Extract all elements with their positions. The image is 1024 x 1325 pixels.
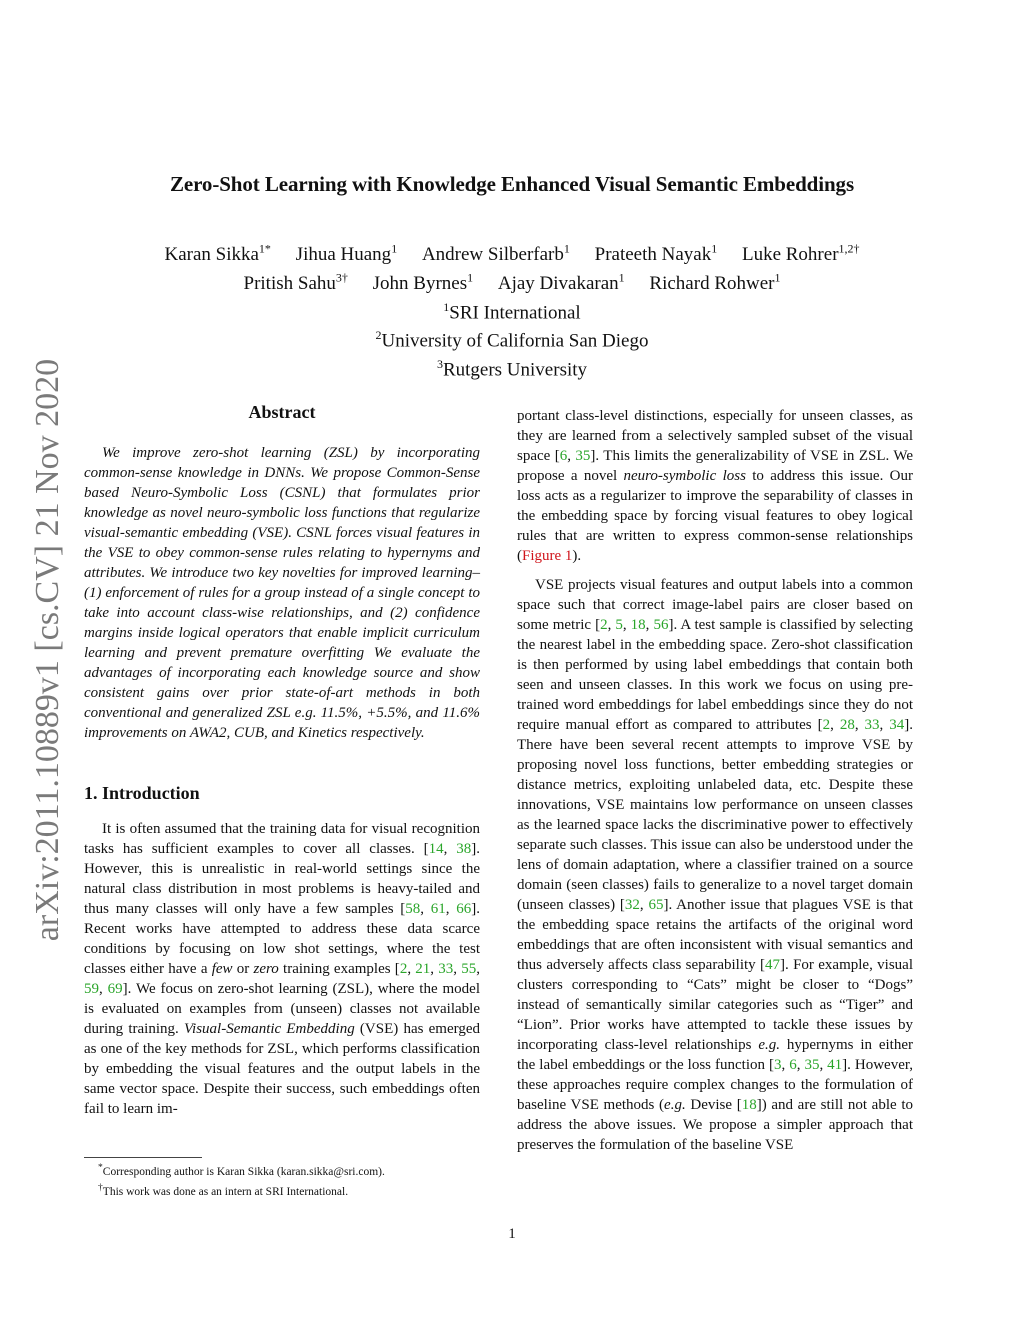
footnotes xyxy=(84,1157,480,1200)
citation-link[interactable]: 28 xyxy=(839,717,855,733)
authors-line-2 xyxy=(0,267,1024,296)
citation-link[interactable]: 65 xyxy=(648,897,664,913)
page-number: 1 xyxy=(508,1226,516,1242)
citation-link[interactable]: 32 xyxy=(624,897,640,913)
citation-link[interactable]: 56 xyxy=(653,617,669,633)
citation-link[interactable]: 6 xyxy=(789,1057,797,1073)
citation-link[interactable]: 21 xyxy=(415,961,431,977)
citation-link[interactable]: 35 xyxy=(804,1057,820,1073)
citation-link[interactable]: 58 xyxy=(405,901,421,917)
citation-link[interactable]: 69 xyxy=(107,981,123,997)
citation-link[interactable]: 66 xyxy=(456,901,472,917)
citation-link[interactable]: 18 xyxy=(630,617,646,633)
citation-link[interactable]: 41 xyxy=(827,1057,843,1073)
footnote-rule xyxy=(84,1157,202,1158)
citation-link[interactable]: 5 xyxy=(615,617,623,633)
citation-link[interactable]: 55 xyxy=(461,961,477,977)
affiliation: $^1$SRI International xyxy=(443,299,581,323)
arxiv-identifier: arXiv:2011.10889v1 [cs.CV] 21 Nov 2020 xyxy=(29,358,66,942)
author: John Byrnes$^1$ xyxy=(372,270,474,295)
author: Andrew Silberfarb$^1$ xyxy=(421,242,570,266)
citation-link[interactable]: 33 xyxy=(438,961,454,977)
citation-link[interactable]: 47 xyxy=(765,957,780,973)
citation-link[interactable]: 38 xyxy=(456,841,472,857)
author: Jihua Huang$^1$ xyxy=(295,242,398,266)
author: Richard Rohwer$^1$ xyxy=(649,270,781,295)
right-column xyxy=(517,406,913,1155)
footnote: †This work was done as an intern at SRI International. xyxy=(98,1181,349,1198)
abstract-heading: Abstract xyxy=(248,402,316,422)
figure-link[interactable]: Figure 1 xyxy=(522,548,573,564)
citation-link[interactable]: 35 xyxy=(575,448,591,464)
author: Prateeth Nayak$^1$ xyxy=(594,242,718,266)
affiliation: $^2$University of California San Diego xyxy=(375,328,649,352)
citation-link[interactable]: 59 xyxy=(84,981,99,997)
citation-link[interactable]: 2 xyxy=(600,617,608,633)
citation-link[interactable]: 61 xyxy=(430,901,446,917)
citation-link[interactable]: 18 xyxy=(741,1097,757,1113)
body-paragraph: portant class-level distinctions, especially for unseen classes, as they are learned from a selectively sampled subset of the visual space [6, 35]. This limits the generalizability of VSE in ZSL. We propose a novel neuro-symbolic loss to address this issue. Our loss acts as a regularizer to improve the separability of classes in the embedding space by forcing visual features to obey logical rules that are written to express common-sense relationships (Figure 1). xyxy=(517,408,914,564)
intro-heading: 1. Introduction xyxy=(84,783,200,803)
intro-paragraph: It is often assumed that the training data for visual recognition tasks has sufficient examples to cover all classes. [14, 38]. However, this is unrealistic in real-world settings since the natural class distribution in most problems is heavy-tailed and thus many classes will only have a few samples [58, 61, 66]. Recent works have attempted to address these data scarce conditions by focusing on low shot settings, where the test classes either have a few or zero training examples [2, 21, 33, 55, 59, 69]. We focus on zero-shot learning (ZSL), where the model is evaluated on examples from (unseen) classes not available during training. Visual-Semantic Embedding (VSE) has emerged as one of the key methods for ZSL, which performs classification by embedding the visual features and the output labels in the same vector space. Despite their success, such embeddings often fail to learn im- xyxy=(84,821,481,1117)
citation-link[interactable]: 2 xyxy=(399,961,408,977)
left-column xyxy=(84,402,480,1119)
citation-link[interactable]: 3 xyxy=(773,1057,782,1073)
citation-link[interactable]: 33 xyxy=(864,717,880,733)
citation-link[interactable]: 34 xyxy=(889,717,905,733)
abstract-text: We improve zero-shot learning (ZSL) by incorporating common-sense knowledge in DNNs. We propose Common-Sense based Neuro-Symbolic Loss (CSNL) that formulates prior knowledge as novel neuro-symbolic loss functions that regularize visual-semantic embedding (VSE). CSNL forces visual features in the VSE to obey common-sense rules relating to hypernyms and attributes. We introduce two key novelties for improved learning– (1) enforcement of rules for a group instead of a single concept to take into account class-wise relationships, and (2) confidence margins inside logical operators that enable implicit curriculum learning and prevent premature overfitting We evaluate the advantages of incorporating each knowledge source and show consistent gains over prior state-of-art methods in both conventional and generalized ZSL e.g. 11.5%, +5.5%, and 11.6% improvements on AWA2, CUB, and Kinetics respectively. xyxy=(84,445,480,741)
affiliation: $^3$Rutgers University xyxy=(436,357,588,381)
citation-link[interactable]: 14 xyxy=(428,841,444,857)
footnote: *Corresponding author is Karan Sikka (karan.sikka@sri.com). xyxy=(98,1162,385,1178)
author: Ajay Divakaran$^1$ xyxy=(497,270,625,295)
author: Karan Sikka$^{1*}$ xyxy=(164,242,271,266)
author: Pritish Sahu$^{3\dagger}$ xyxy=(243,270,348,295)
body-paragraph: VSE projects visual features and output labels into a common space such that correct image-label pairs are closer based on some metric [2, 5, 18, 56]. A test sample is classified by selecting the nearest label in the embedding space. Zero-shot classification is then performed by using label embeddings that contain both seen and unseen classes. In this work we focus on using pre-trained word embeddings for label embeddings since they do not require manual effort as compared to attributes [2, 28, 33, 34]. There have been several recent attempts to improve VSE by proposing novel loss functions, better embedding strategies or distance metrics, exploiting unlabeled data, etc. Despite these innovations, VSE maintains low performance on unseen classes as the learned space lacks the discriminative power to effectively separate such classes. This issue can also be understood under the lens of domain adaptation, where a classifier trained on a source domain (seen classes) fails to generalize to a novel target domain (unseen classes) [32, 65]. Another issue that plagues VSE is that the embedding space retains the artifacts of the original word embeddings that are often inconsistent with visual semantics and thus adversely affects class separability [47]. For example, visual clusters corresponding to “Cats” might be closer to “Dogs” instead of semantically similar categories such as “Tiger” and “Lion”. Prior works have attempted to tackle these issues by incorporating class-level relationships e.g. hypernyms in either the label embeddings or the loss function [3, 6, 35, 41]. However, these approaches require complex changes to the formulation of baseline VSE methods (e.g. Devise [18]) and are still not able to address the above issues. We propose a simpler approach that preserves the formulation of the baseline VSE xyxy=(517,577,914,1153)
author: Luke Rohrer$^{1,2\dagger}$ xyxy=(741,242,860,266)
paper-title: Zero-Shot Learning with Knowledge Enhanced Visual Semantic Embeddings xyxy=(169,172,855,196)
authors-line-1 xyxy=(0,238,1024,267)
citation-link[interactable]: 2 xyxy=(822,717,831,733)
citation-link[interactable]: 6 xyxy=(559,448,568,464)
author-block xyxy=(0,238,1024,382)
